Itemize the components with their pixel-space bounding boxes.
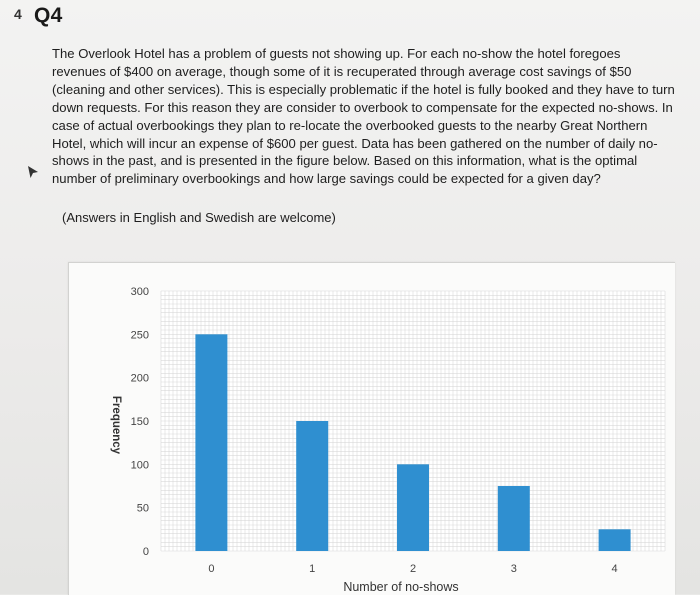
bar — [498, 486, 530, 551]
question-text: The Overlook Hotel has a problem of guests not showing up. For each no-show the hotel foregoes revenues of $400 on average, though some of it is recuperated through average cost savings of $50 (cleaning and other services). This is especially problematic if the hotel is fully booked and they have to turn down requests. For this reason they are consider to overbook to compensate for the expected no-shows. In case of actual overbookings they plan to re-locate the overbooked guests to the nearby Great Northern Hotel, which will incur an expense of $600 per guest. Data has been gathered on the number of daily no-shows in the past, and is presented in the figure below. Based on this information, what is the optimal number of preliminary overbookings and how large savings could be expected for a given day? — [52, 46, 675, 187]
language-note: (Answers in English and Swedish are welcome) — [62, 210, 336, 225]
x-axis-label: Number of no-shows — [343, 580, 459, 594]
y-tick-label: 100 — [130, 459, 149, 472]
flag-icon[interactable] — [26, 165, 40, 179]
x-tick-label: 2 — [409, 563, 417, 575]
chart-area — [68, 262, 675, 595]
y-tick-label: 150 — [130, 416, 149, 428]
x-tick-label: 1 — [309, 563, 316, 575]
y-tick-label: 200 — [130, 372, 149, 385]
x-tick-label: 3 — [510, 563, 517, 575]
no-show-frequency-chart — [69, 263, 675, 595]
bar — [397, 464, 429, 551]
bar — [195, 334, 227, 551]
y-tick-label: 50 — [136, 502, 149, 515]
y-tick-label: 250 — [130, 329, 149, 342]
y-tick-label: 300 — [130, 286, 149, 298]
x-tick-label: 0 — [208, 563, 215, 575]
y-axis-label: Frequency — [110, 395, 122, 455]
y-tick-label: 0 — [142, 546, 149, 558]
question-title: Q4 — [34, 4, 63, 27]
x-tick-label: 4 — [611, 563, 618, 575]
bar — [296, 421, 328, 551]
bar — [599, 529, 631, 551]
question-number: 4 — [14, 6, 22, 22]
